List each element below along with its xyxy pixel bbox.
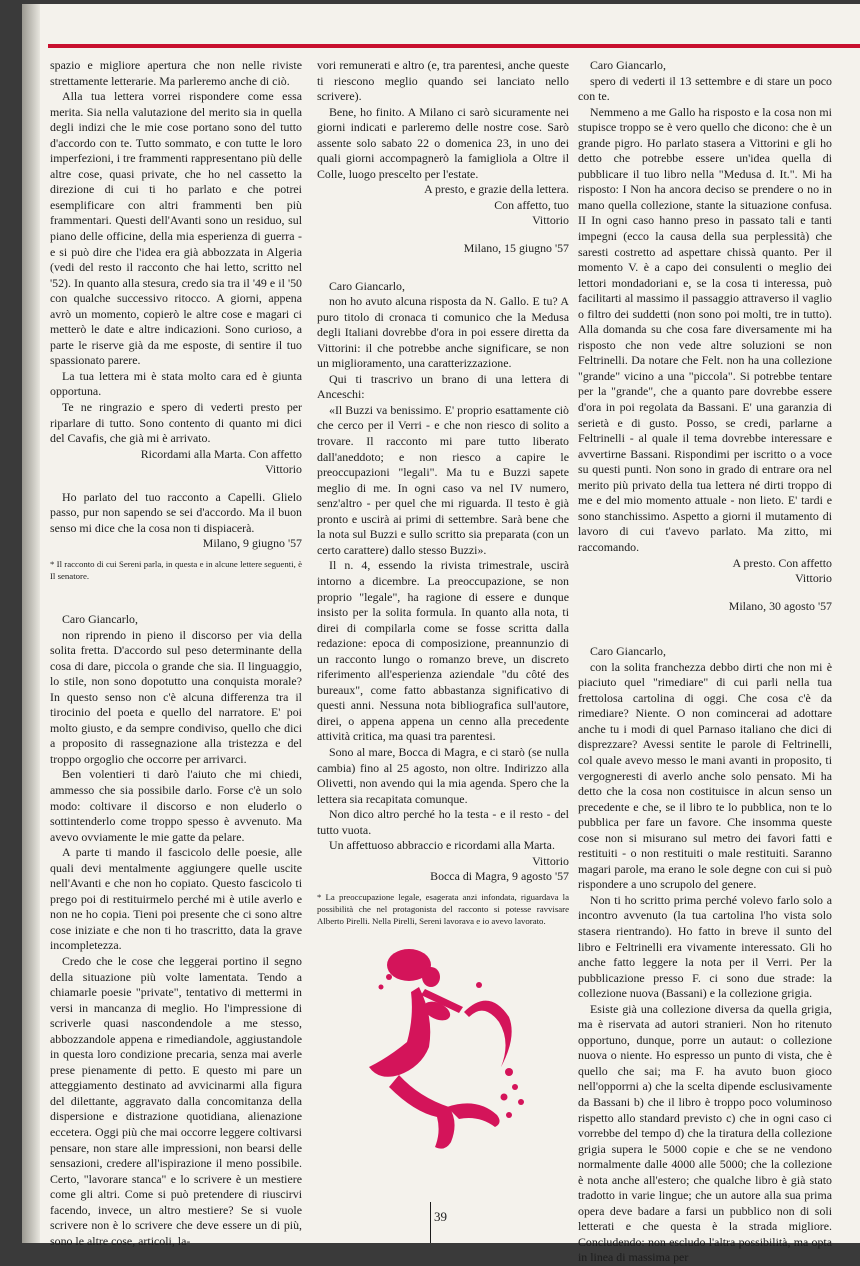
letter-date: Milano, 15 giugno '57 [463,241,569,256]
paragraph: Un affettuoso abbraccio e ricordami alla Marta. [329,838,555,853]
paragraph: Credo che le cose che leggerai portino il segno della situazione più volte lamentata. Tendo a chiamarle poesie "private", tentativo di mettermi in versi in mancanza di meglio. Ho l'impressione di scriverle quasi nascondendole a me stesso, abbozzandole appena e rimediandole, aggiustandole in questa loro condizione precaria, senza mai averle prese pienamente di petto. E questo mi pare un atteggiamento destinato ad avvicinarmi alla figura del dilettante, aggravato dalla concomitanza della dispersione e distrazione quotidiana, alienazione eccetera. Oggi più che mai occorre leggere coltivarsi pensare, non stare alle impressioni, non bearsi delle sensazioni, credere all'ispirazione il meno possibile. Certo, "lavorare stanca" e lo scrivere è un mestiere come gli altri. Come si può pretendere di riuscirvi facendo, invece, un altro mestiere? Se si vuole scrivere non è lo scrivere che deve essere un di più, sono le altre cose, articoli, la- [50,953,302,1248]
signature-name: Vittorio [265,462,302,477]
salutation: Caro Giancarlo, [590,644,666,659]
page-number: 39 [434,1209,447,1224]
paragraph: Ben volentieri ti darò l'aiuto che mi chiedi, ammesso che sia possibile darlo. Forse c'è un solo modo: coltivare il discorso e non eluderlo o sottintenderlo come troppo spesso è avvenuto. Ma avevo ovviamente le mie gatte da pelare. [50,767,302,844]
torso-shape [369,987,430,1077]
paragraph: Sono al mare, Bocca di Magra, e ci starò (se nulla cambia) fino al 25 agosto, non oltre. Indirizzo alla Olivetti, non avendo qui la mia agenda. Spero che la lettera sia recapitata comunque. [317,744,569,806]
paragraph: Qui ti trascrivo un brano di una lettera di Anceschi: [317,371,569,402]
letter-date: Milano, 9 giugno '57 [202,536,302,551]
binding-shadow [22,4,40,1243]
paragraph: vori remunerati e altro (e, tra parentesi, anche queste ti riescono meglio quando sei lanciato nello scrivere). [317,58,569,104]
paragraph: A parte ti mando il fascicolo delle poesie, alle quali devi mentalmente aggiungere quelle uscite nell'Avanti e che non ho copiato. Questo fascicolo ti prego poi di restituirmelo perché mi è utile averlo e non ne ho copia. Tieni poi presente che ci sono altre cose iniziate e che non ti ho trascritto, data la grave incompletezza. [50,845,302,953]
footnote: * Il racconto di cui Sereni parla, in questa e in alcune lettere seguenti, è Il senatore. [50,558,302,581]
violinist-illustration [359,947,534,1157]
paragraph: non ho avuto alcuna risposta da N. Gallo. E tu? A puro titolo di cronaca ti comunico che la Medusa degli Italiani dovrebbe d'ora in poi essere diretta da Vittorini: il che potrebbe anche significare, se non un miglioramento, una caratterizzazione. [317,294,569,371]
signature-name: Vittorio [532,213,569,228]
paragraph: Il n. 4, essendo la rivista trimestrale, uscirà intorno a dicembre. La preoccupazione, se non proprio "legale", ha ragione di essere e dunque insisto per la solita formula. In quanto alla nota, ti direi di compilarla come se fosse scritta dalla redazione: epoca di composizione, preannunzio di un racconto lungo o romanzo breve, un discreto riferimento all'esperienza aziendale "du côté des bureaux", come fatto abbastanza significativo di questi anni. Nessuna nota bibliografica sull'autore, direi, o appena appena un cenno alla precedente attività critica, ma quasi tra parentesi. [317,558,569,744]
column-2 [317,58,569,1157]
quoted-paragraph: «Il Buzzi va benissimo. E' proprio esattamente ciò che cerco per il Verri - e che non riesco di solito a trovare. Il racconto mi pare tutto liberato dall'aneddoto; e non riesco a capire le preoccupazioni "legali". Ma tu e Buzzi sapete meglio di me. In ogni caso va nel IV numero, senz'altro - per quel che mi riguarda. Il testo è già pronto e uscirà ai primi di settembre. Sarà bene che la nota sul Buzzi e sullo scritto sia preparata (con un certo carattere) dallo stesso Buzzi». [317,402,569,557]
header-rule [48,44,860,48]
paragraph: La tua lettera mi è stata molto cara ed è giunta opportuna. [50,368,302,399]
paragraph: con la solita franchezza debbo dirti che non mi è piaciuto quel "rimediare" di cui parli nella tua frettolosa cartolina di oggi. Che cosa c'è da rimediare? Niente. O non comincerai ad adottare anche tu i modi di quel Parnaso italiano che dici di disprezzare? Avessi sentite le parole di Feltrinelli, col quale avevo messo le mani avanti in proposito, ti vergogneresti di averlo anche solo pensato. Mi ha detto che la cosa non costituisce in alcun senso un precedente e che, se il libro te lo pubblica, non te lo pubblica per fare un favore. Che insomma queste cose non si misurano sul metro dei favori fatti e restituiti - o non restituiti o male restituiti. Saranno magari parole, ma erano le sole degne con cui si può rispondere a uno scrupolo del genere. [578,659,832,892]
paragraph: Non ti ho scritto prima perché volevo farlo solo a incontro avvenuto (la tua cartolina l'ho vista solo stasera rientrando). Ho fatto in breve il sunto del libro e Feltrinelli era vivamente interessato. Gli ho anche fatto leggere la nota per il Verri. Per la pubblicazione presso F. ci sono due strade: la collezione nuova (Bassani) e la collezione grigia. [578,892,832,1001]
salutation: Caro Giancarlo, [590,58,666,72]
letter-date: Milano, 30 agosto '57 [728,598,832,613]
paragraph: Alla tua lettera vorrei rispondere come essa merita. Sia nella valutazione del merito sia in quella degli indizi che le mie cose portano sono del tutto d'accordo con te. Tutto sommato, e con tutte le loro imperfezioni, i tre frammenti rappresentano più delle altre cose, quasi private, che ho nel cassetto la direzione di cui ti ho parlato e che potrei esemplificare con altri frammenti ben più frammentari. Questi dell'Avanti sono un residuo, sul piano delle officine, della mia esperienza di guerra - e si può dire che l'idea era già abbozzata in Algeria (vedi del resto il racconto che hai letto, scritto nel '52). In quanto alla stesura, credo sia tra il '49 e il '50 con qualche successivo ritocco. A giorni, appena avrò un momento, copierò le altre cose e magari ci metterò le date e altre indicazioni. Sono curioso, a parte le riserve già da me esposte, di sentire il tuo spassionato parere. [50,89,302,368]
leg-right-shape [447,1103,500,1127]
signature-line: A presto. Con affetto [732,555,832,570]
paragraph: Bene, ho finito. A Milano ci sarò sicuramente nei giorni indicati e parleremo delle nostre cose. Sarò assente solo sabato 22 o domenica 23, in uno dei quali giorni accompagnerò la famigliola a Oltre il Colle, luogo prescelto per l'estate. [317,104,569,181]
footnote: * La preoccupazione legale, esagerata anzi infondata, riguardava la possibilità che nel protagonista del racconto si potesse ravvisare Alberto Pirelli. Nella Pirelli, Sereni lavorava e io avevo lavorato. [317,891,569,926]
letter-date: Bocca di Magra, 9 agosto '57 [430,869,569,884]
signature-name: Vittorio [795,571,832,586]
signature-name: Vittorio [532,853,569,868]
paragraph: spero di vederti il 13 settembre e di stare un poco con te. [578,73,832,104]
paragraph: Nemmeno a me Gallo ha risposto e la cosa non mi stupisce troppo se è vero quello che dicono: che è un grande pigro. Ho parlato stasera a Vittorini e gli ho detto che potrebbe essere un'idea quella di pubblicare il tuo libro nella "Medusa d. It.". Mi ha risposto: I Non ha ancora deciso se prendere o no in mano quella collezione, stante la situazione confusa. II In ogni caso hanno preso in passato tali e tanti impegni (ecco la causa della sua perplessità) che saresti costretto ad aspettare chissà quanto. Per il momento V. è a capo dei consulenti o meglio dei lettori mondadoriani e, se la cosa ti interessa, può facilitarti al massimo il passaggio attraverso il vaglio o filtro dei suddetti (non sono poi molti, tre in tutto). Alla domanda su che cosa fare diversamente mi ha risposto che non vede altre soluzioni se non Feltrinelli. Da notare che Felt. non ha una collezione "grande" vicino a una "piccola". Si potrebbe tentare per la "grande", che a quanto pare dovrebbe essere d'ora in poi regolata da Bassani. E' una garanzia di serietà e di gusto. Posso, se credi, parlarne a Feltrinelli - al quale il tema dovrebbe interessare e avvertirne Bassani. Rispondimi per iscritto o a voce su questi punti. Non sono in grado di entrare ora nel merito più privato della tua lettera né dirti troppo di me e del mio momento attuale - non lieto. E' tardi e sono stanchissimo. Aspetto a giorni il mutamento di lavoro di cui t'avevo parlato. Ma zitto, mi raccomando. [578,104,832,554]
salutation: Caro Giancarlo, [62,611,138,626]
salutation: Caro Giancarlo, [329,278,405,293]
paragraph: spazio e migliore apertura che non nelle riviste strettamente letterarie. Ma parleremo anche di ciò. [50,58,302,88]
paragraph: Te ne ringrazio e spero di vederti presto per riparlare di tutto. Sono contento di quanto mi dici del Cavafis, che già mi è arrivato. [50,400,302,446]
legs-shape [389,1075,455,1149]
signature-line: Ricordami alla Marta. Con affetto [140,446,302,461]
column-1 [50,58,302,1249]
column-3 [578,58,832,1266]
signature-line: Con affetto, tuo [494,197,569,212]
paragraph: Ho parlato del tuo racconto a Capelli. Glielo passo, pur non sapendo se sei d'accordo. Ma il buon senso mi dice che la cosa non ti dispiacerà. [50,489,302,535]
page-number-rule [430,1202,431,1243]
paragraph: Esiste già una collezione diversa da quella grigia, ma è riservata ad autori stranieri. Non ho ritenuto opportuno, dunque, porre un autaut: o collezione nuova o niente. Ho espresso un punto di vista, che è quello che sai; ma F. ha avuto buon gioco nell'opporrni a) che la scelta dipende esclusivamente da Bassani b) che il libro è troppo poco voluminoso rispetto allo standard previsto c) che in ogni caso ci vorrebbe del tempo d) che la tiratura della collezione grigia supera le 5000 copie e che se ne vendono normalmente dalle 4000 alle 5000; che la collezione è nota anche all'estero; che qualche libro è già stato tradotto in varie lingue; che un autore alla sua prima opera deve badare a farsi un pubblico non di soli letterati e che questa è la strada migliore. Concludendo: non escludo l'altra possibilità, ma opta in linea di massima per [578,1001,832,1265]
vine-shape [464,1001,512,1067]
head-shape [422,967,440,987]
journal-page [22,4,860,1265]
paragraph: Non dico altro perché ho la testa - e il resto - del tutto vuota. [317,807,569,837]
paragraph: non riprendo in pieno il discorso per via della solita fretta. D'accordo sul peso determinante della cosa di dare, piccola o grande che sia. Il linguaggio, lo stile, non sono dopotutto una conquista morale? In questo senso non c'è alcuna differenza tra il tirocinio del poeta e quello del narratore. E' poi molto giusto, e da sempre condiviso, quello che dici a proposito di rassegnazione alla tristezza e del troppo orgoglio che occorre per arrivarci. [50,627,302,766]
signature-line: A presto, e grazie della lettera. [424,182,569,197]
